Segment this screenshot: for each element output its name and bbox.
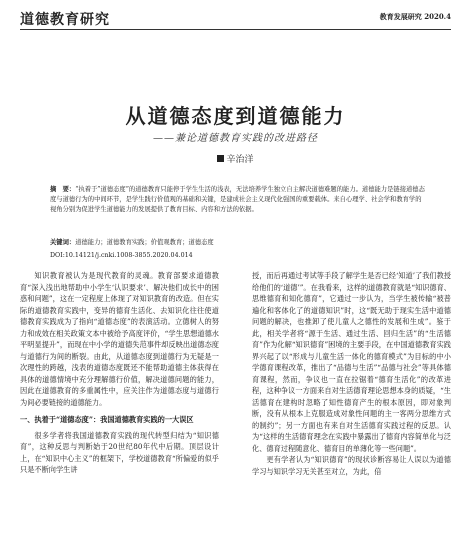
body-column-left (20, 270, 219, 476)
article-title: 从道德态度到道德能力 (125, 104, 346, 128)
abstract-label: 摘 要： (50, 186, 76, 193)
author-marker-icon (217, 155, 224, 162)
body-paragraph: 授，而后再通过考试等手段了解学生是否已经‘知道’了我们教授给他们的‘道德’”。在我看来，这样的道德教育就是“知识德育、思维德育和知化德育”，它通过一步认为，当学生被传输“被普遍化和客体化了的道德知识”时，这“既无助于现实生活中道德问题的解决，也推卸了使儿童人之德性的发展和生成”。鉴于此，相关学者将“源于生活、通过生活、回归生活”的“生活德育”作为化解“知识德育”困境的主要手段，在中国道德教育实践界兴起了以“形成与儿童生活一体化的德育模式”为目标的中小学德育课程改革，推出了“品德与生活”“品德与社会”等具体德育课程，然而，争议也一直在拉锯着“德育生活化”的改革进程，这种争议一方面来自对生活德育理论思想本身的质疑，“生活德育在建构时忽略了知性德育产生的根本原因，即对象判断，没有从根本上克服造成对象性问题的主一客两分思维方式的制约”；另一方面也有来自对生活德育实践过程的反思。认为“这样的生活德育理念在实践中暴露出了德育内容简单化与泛化、德育过程随意化、德育目的单薄化等一些问题”。 (252, 271, 451, 453)
keywords (50, 238, 425, 248)
doi-text: DOI:10.14121/j.cnki.1008-3855.2020.04.014 (50, 252, 193, 259)
keywords-text: 道德能力；道德教育实践；价值观教育；道德态度 (75, 239, 214, 246)
author-line (0, 152, 471, 165)
article-subtitle: ——兼论道德教育实践的改进路径 (153, 133, 318, 144)
keywords-label: 关键词： (50, 239, 76, 246)
author-name: 辛治洋 (226, 155, 254, 165)
journal-section-title: 道德教育研究 (20, 12, 110, 28)
abstract-text: “执着于”道德态度”的道德教育只能停于学生生活的浅表，无法培养学生独立自主解决道德难题的能力。道德能力是链接道德态度与道德行为的中间环节，是学生践行价值观的基础和关键，是建成社会主义现代化强国的重要载体。来自心理学、社会学和教育学的视角分别为促进学生道德能力的发展提供了教育目标、内容和方法的依据。 (50, 186, 425, 213)
section-heading: 一、执着于“道德态度”：我国道德教育实践的一大误区 (20, 415, 194, 424)
doi (50, 251, 425, 261)
body-paragraph: 很多学者将我国道德教育实践的现代转型归结为“知识德育”，这种反思与判断始于20世纪80年代中后期。顶层设计上，在“知识中心主义”的框架下，学校道德教育“所偏爱的似乎只是不断向学生讲 (20, 430, 219, 474)
abstract (50, 185, 425, 215)
body-paragraph: 更有学者认为“知识德育”的现状诊断容易让人误以为道德学习与知识学习无关甚至对立，为此，倍 (252, 455, 451, 476)
body-column-right (252, 270, 451, 477)
header-rule (20, 29, 451, 30)
running-header (20, 9, 451, 27)
issue-info: 教育发展研究 2020.4 (379, 12, 451, 21)
body-paragraph: 知识教育被认为是现代教育的灵魂。教育部要求道德教育“深入浅出地帮助中小学生‘认识要求’、解决他们成长中的困惑和问题”，这在一定程度上体现了对知识教育的改造。但在实际的道德教育实践中，变异的德育生活化、去知识化往往使道德教育实践成为了指向“道德态度”的表演活动。立德树人的努力和成效在相关政策文本中被给予高度评价，“学生思想道德水平明显提升”，而现在中小学的道德失范事件却反映出道德态度与道德行为间的断裂。由此，从道德态度到道德行为无疑是一次理性的跨越，浅表的道德态度既还不能帮助道德主体获得在具体的道德情境中充分理解德行价值，解决道德问题的能力，因此在道德教育的多重属性中，应关注作为道德态度与道德行为间必要链接的道德能力。 (20, 271, 219, 407)
